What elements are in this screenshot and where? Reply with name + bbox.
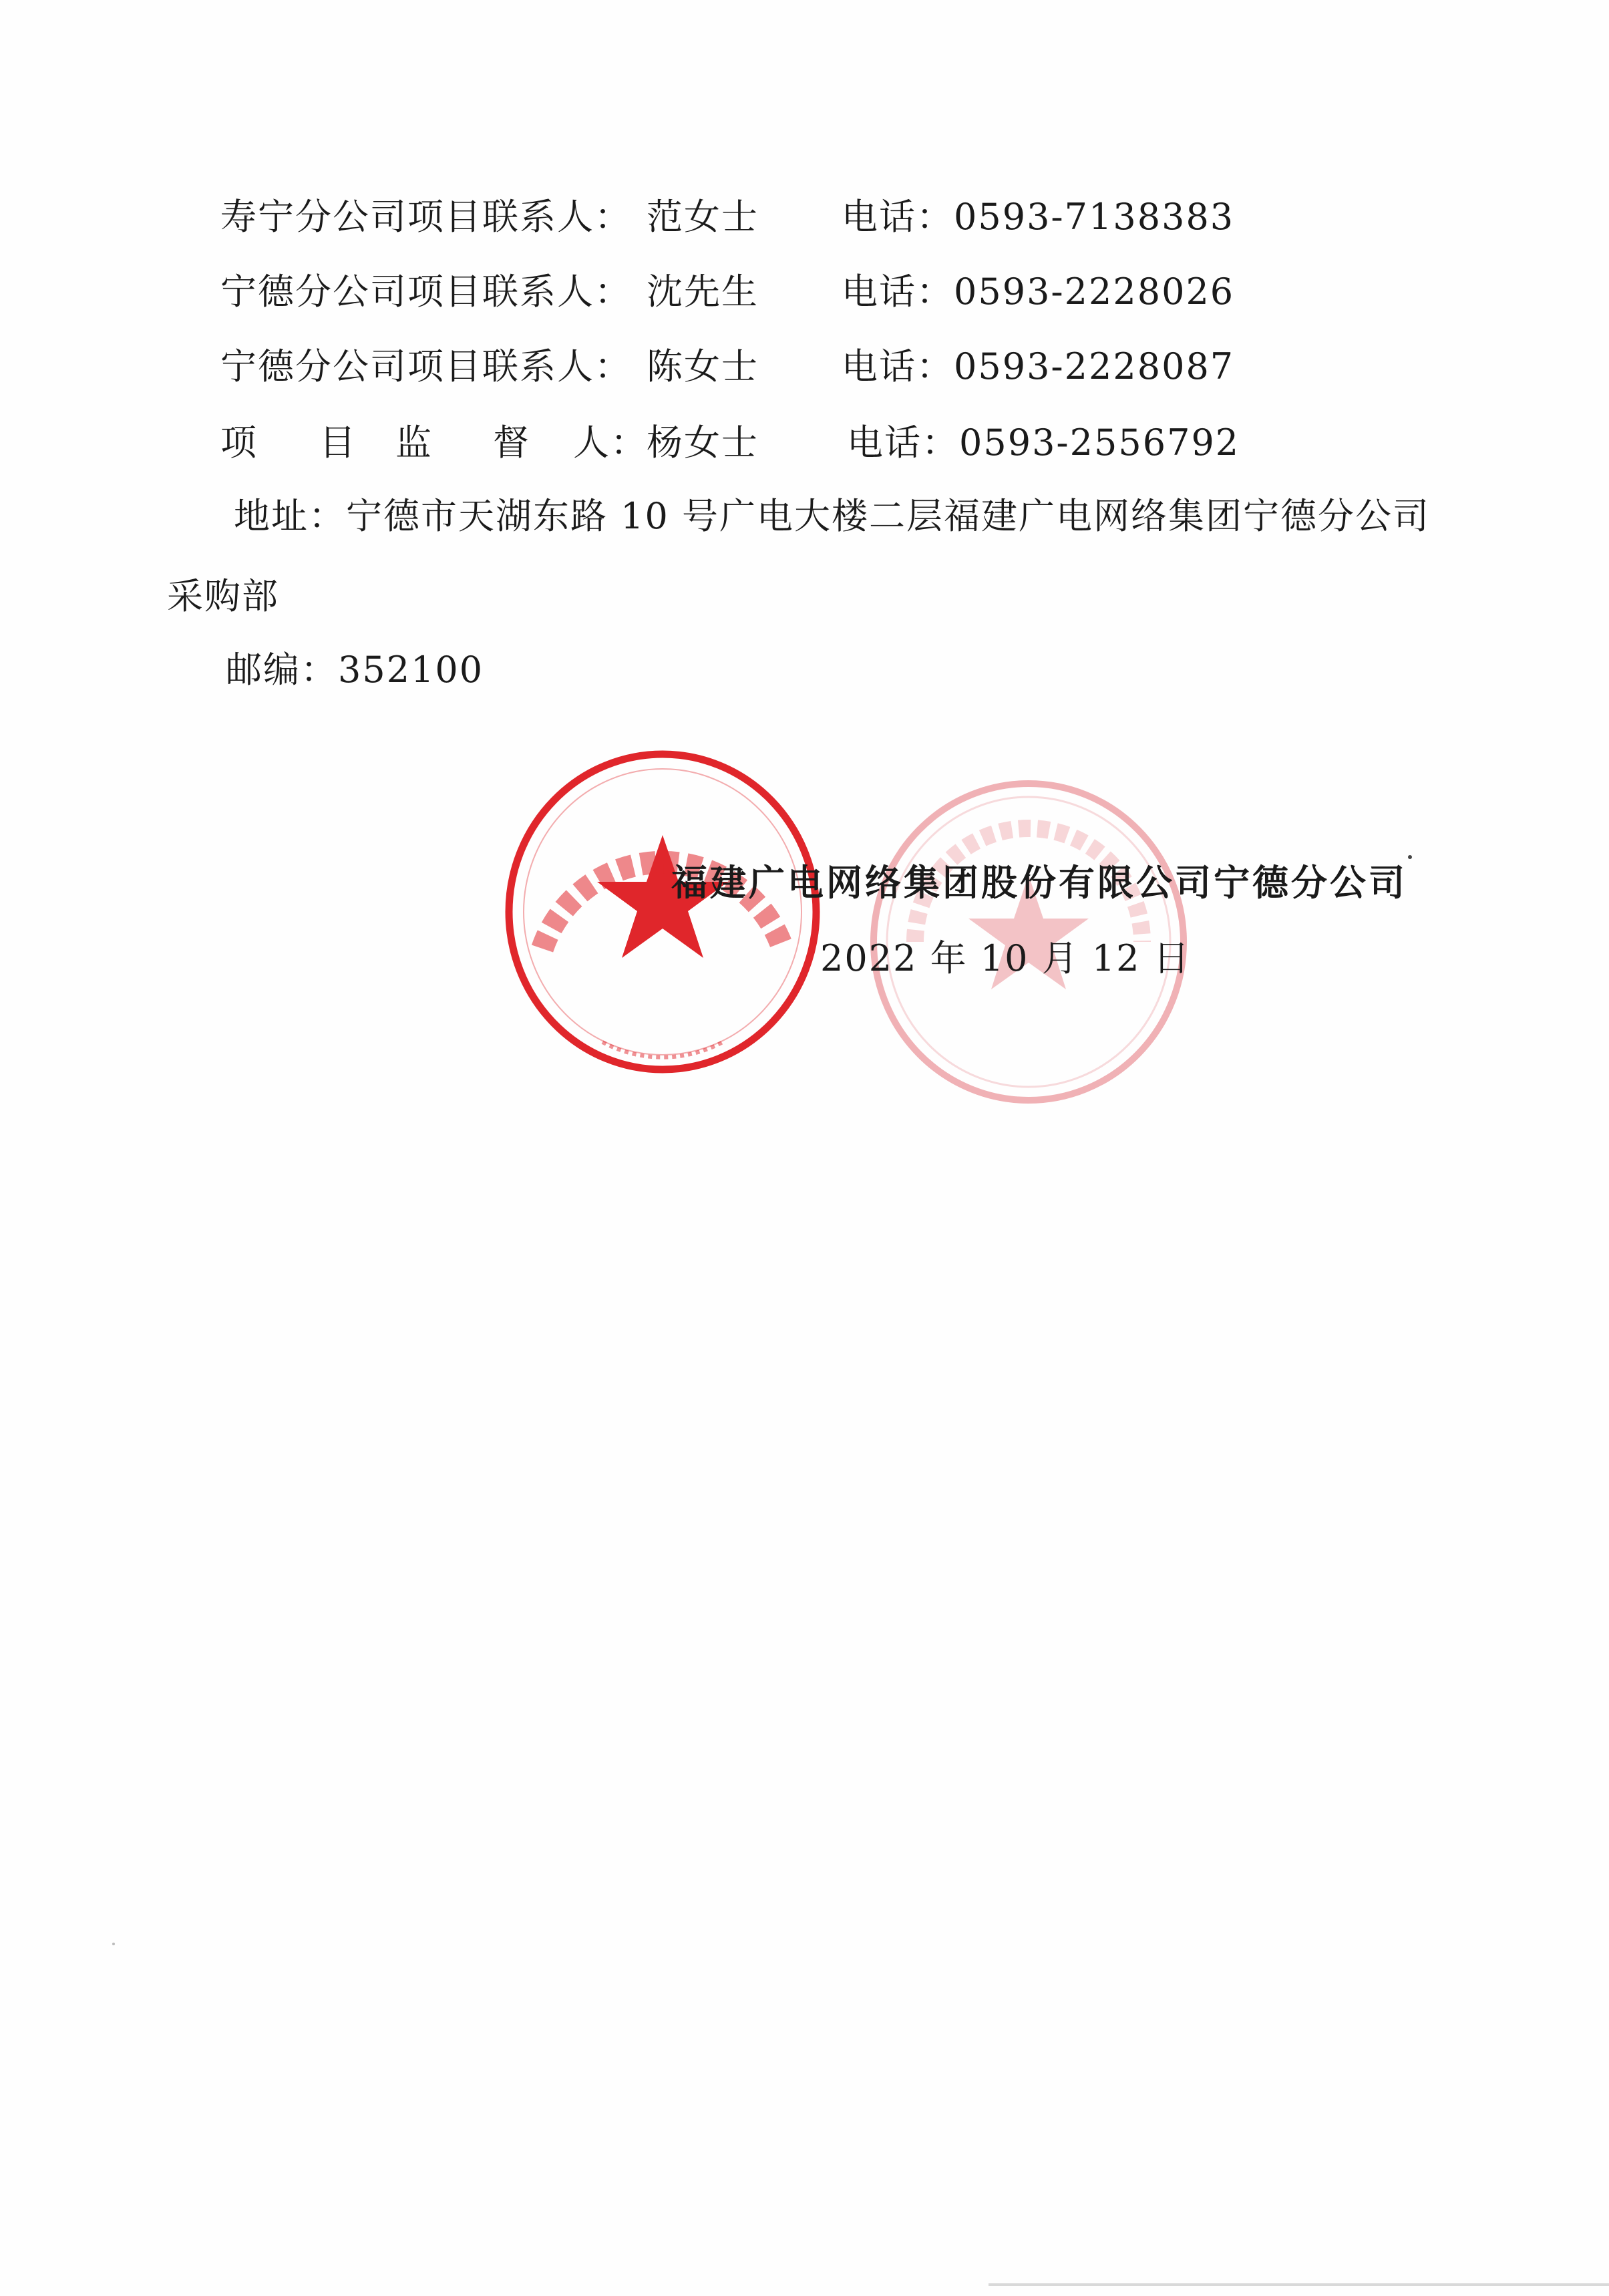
company-seal: [502, 748, 823, 1076]
contact-line-1: [220, 194, 1235, 240]
scan-speck: [112, 1943, 115, 1945]
contact-line-2: [220, 269, 1235, 315]
supervisor-label-char: 项: [220, 422, 258, 464]
address-line-1: 地址：宁德市天湖东路 10 号广电大楼二层福建广电网络集团宁德分公司: [234, 495, 1431, 537]
contact-phone: 电话：0593-2228087: [842, 345, 1235, 387]
supervisor-label-char: 监: [395, 422, 433, 464]
contact-name: 沈先生: [647, 271, 759, 313]
postcode: 邮编：352100: [226, 649, 484, 691]
supervisor-name: 杨女士: [647, 422, 759, 464]
supervisor-label-char: 目: [319, 422, 357, 464]
supervisor-phone: 电话：0593-2556792: [847, 422, 1240, 464]
contact-name: 陈女士: [647, 345, 759, 387]
scan-speck: [1408, 855, 1412, 859]
contact-phone: 电话：0593-2228026: [842, 271, 1235, 313]
scan-edge: [989, 2283, 1609, 2286]
contact-line-3: [220, 343, 1235, 390]
contact-name: 范女士: [647, 196, 759, 238]
contact-label: 寿宁分公司项目联系人：: [220, 196, 632, 238]
address-line-2: 采购部: [167, 575, 279, 617]
signature-date: 2022 年 10 月 12 日: [820, 937, 1191, 979]
contact-phone: 电话：0593-7138383: [842, 196, 1235, 238]
contact-label: 宁德分公司项目联系人：: [220, 271, 632, 313]
supervisor-label-char: 督: [493, 422, 530, 464]
contact-label: 宁德分公司项目联系人：: [220, 345, 632, 387]
supervisor-label-char: 人：: [573, 422, 648, 464]
supervisor-line: [220, 420, 1240, 466]
company-signature: 福建广电网络集团股份有限公司宁德分公司: [671, 861, 1407, 904]
seal-graphic: [502, 748, 823, 1076]
